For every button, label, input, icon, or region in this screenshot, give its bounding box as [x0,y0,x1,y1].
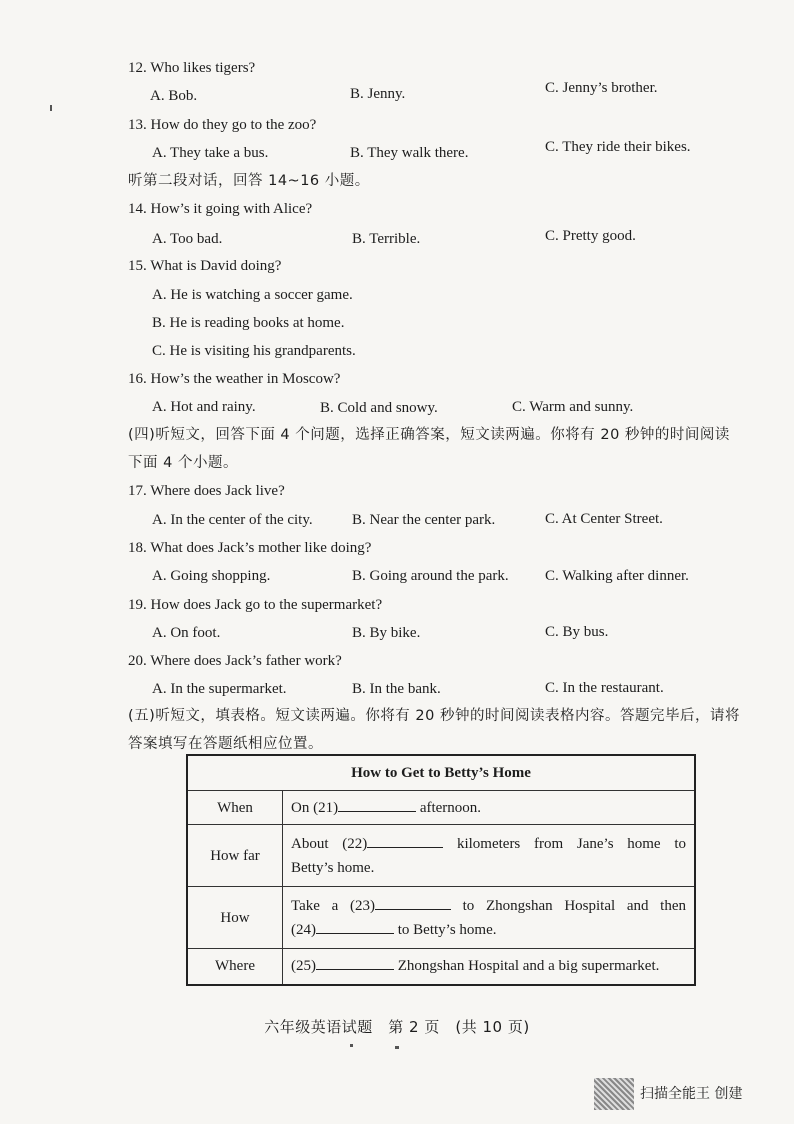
q17-option-c: C. At Center Street. [545,511,663,527]
row-label-where: Where [187,949,283,985]
question-15: 15. What is David doing? [128,258,282,274]
q14-option-c: C. Pretty good. [545,228,636,244]
row-label-how-far: How far [187,825,283,887]
how-far-suffix: kilometers from Jane’s home to [456,835,686,852]
section-4-instruction-line2: 下面 4 个小题。 [128,455,238,471]
q19-option-b: B. By bike. [352,625,421,641]
answer-blank-24[interactable] [316,919,394,934]
row-label-how: How [187,887,283,949]
row-content-when [283,791,696,825]
q14-option-a: A. Too bad. [152,231,223,247]
question-13: 13. How do they go to the zoo? [128,117,317,133]
q12-option-c: C. Jenny’s brother. [545,80,658,96]
section-4-instruction-line1: (四)听短文，回答下面 4 个问题，选择正确答案，短文读两遍。你将有 20 秒钟的时间阅读 [128,427,730,443]
q17-option-a: A. In the center of the city. [152,512,313,528]
section-instruction-2: 听第二段对话，回答 14~16 小题。 [128,173,370,189]
how-line1 [291,894,686,918]
when-prefix: On (21) [291,799,339,816]
question-18: 18. What does Jack’s mother like doing? [128,540,372,556]
q18-option-b: B. Going around the park. [352,568,509,584]
question-12: 12. Who likes tigers? [128,60,256,76]
row-label-when: When [187,791,283,825]
table-title: How to Get to Betty’s Home [187,755,695,791]
q12-option-a: A. Bob. [150,88,198,104]
how-line2-suffix: to Betty’s home. [394,921,497,938]
q15-option-b: B. He is reading books at home. [152,315,345,331]
page-footer: 六年级英语试题 第 2 页 (共 10 页) [264,1018,530,1036]
scan-speck [350,1044,353,1047]
section-5-instruction-line1: (五)听短文，填表格。短文读两遍。你将有 20 秒钟的时间阅读表格内容。答题完毕后，请将 [128,708,740,724]
row-content-how [283,887,696,949]
question-16: 16. How’s the weather in Moscow? [128,371,341,387]
q18-option-a: A. Going shopping. [152,568,271,584]
section-5-instruction-line2: 答案填写在答题纸相应位置。 [128,736,323,752]
question-17: 17. Where does Jack live? [128,483,285,499]
question-20: 20. Where does Jack’s father work? [128,653,342,669]
q15-option-c: C. He is visiting his grandparents. [152,343,356,359]
row-content-where [283,949,696,985]
how-far-line1 [291,832,686,856]
where-suffix: Zhongshan Hospital and a big supermarket. [394,958,660,975]
how-far-line2: Betty’s home. [291,859,375,876]
q19-option-c: C. By bus. [545,624,609,640]
scanner-logo-icon [594,1078,634,1110]
question-19: 19. How does Jack go to the supermarket? [128,597,383,613]
question-14: 14. How’s it going with Alice? [128,201,313,217]
q13-option-a: A. They take a bus. [152,145,269,161]
scanner-watermark: 扫描全能王 创建 [640,1086,743,1102]
q16-option-c: C. Warm and sunny. [512,399,634,415]
scan-speck [395,1046,399,1049]
where-prefix: (25) [291,958,316,975]
how-line2-prefix: (24) [291,921,316,938]
q20-option-c: C. In the restaurant. [545,680,664,696]
scan-speck [50,105,52,111]
row-content-how-far [283,825,696,887]
q16-option-b: B. Cold and snowy. [320,400,438,416]
answer-blank-22[interactable] [367,833,443,848]
q13-option-b: B. They walk there. [350,145,469,161]
q16-option-a: A. Hot and rainy. [152,399,256,415]
when-suffix: afternoon. [416,799,482,816]
answer-blank-25[interactable] [316,955,394,970]
q18-option-c: C. Walking after dinner. [545,568,689,584]
fill-in-table [186,754,696,986]
how-suffix: to Zhongshan Hospital and then [462,897,687,914]
q14-option-b: B. Terrible. [352,231,421,247]
q12-option-b: B. Jenny. [350,86,406,102]
answer-blank-23[interactable] [375,895,451,910]
how-prefix: Take a (23) [291,897,375,914]
how-far-prefix: About (22) [291,835,368,852]
q15-option-a: A. He is watching a soccer game. [152,287,353,303]
answer-blank-21[interactable] [338,797,416,812]
q13-option-c: C. They ride their bikes. [545,139,691,155]
q17-option-b: B. Near the center park. [352,512,496,528]
q20-option-b: B. In the bank. [352,681,441,697]
q20-option-a: A. In the supermarket. [152,681,287,697]
q19-option-a: A. On foot. [152,625,221,641]
